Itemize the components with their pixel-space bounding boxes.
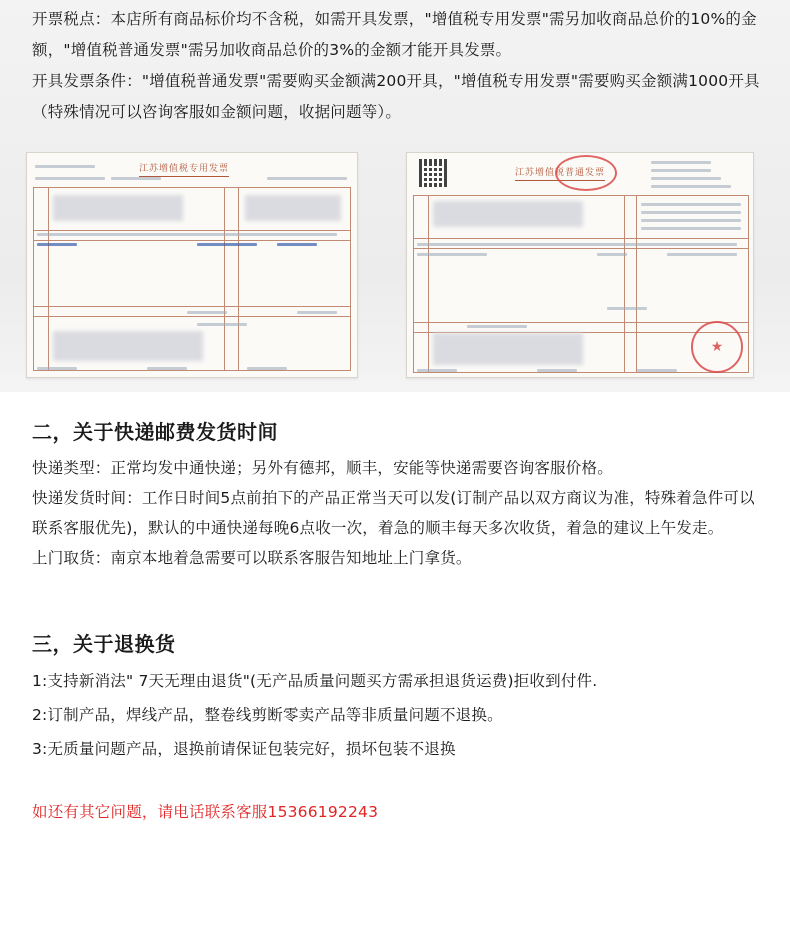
issuer-line xyxy=(247,367,287,370)
total-line xyxy=(187,311,227,314)
password-row-3 xyxy=(641,219,741,222)
password-row-1 xyxy=(641,203,741,206)
item-header-line xyxy=(417,243,737,246)
shipping-time-text: 快递发货时间：工作日时间5点前拍下的产品正常当天可以发(订制产品以双方商议为准，特殊着急件可以联系客服优先)，默认的中通快递每晚6点收一次，着急的顺丰每天多次收货，着急的建议上午发走。 xyxy=(32,489,755,537)
buyer-info-redacted xyxy=(433,201,583,227)
payee-line xyxy=(417,369,457,372)
item-amount-line xyxy=(667,253,737,256)
payee-line xyxy=(37,367,77,370)
password-row-2 xyxy=(641,211,741,214)
billing-conditions-text: 开具发票条件："增值税普通发票"需要购买金额满200开具，"增值税专用发票"需要购买金额满1000开具（特殊情况可以咨询客服如金额问题，收据问题等）。 xyxy=(32,72,760,121)
issuer-line xyxy=(637,369,677,372)
item-tax-line xyxy=(277,243,317,246)
returns-item-2: 2:订制产品，焊线产品，整卷线剪断零卖产品等非质量问题不退换。 xyxy=(32,706,503,724)
invoice-number-line xyxy=(111,177,161,180)
returns-item-1: 1:支持新消法" 7天无理由退货"(无产品质量问题买方需承担退货运费)拒收到付件. xyxy=(32,672,598,690)
returns-section xyxy=(32,630,762,766)
invoice-header-line xyxy=(35,165,95,168)
item-header-line xyxy=(37,233,337,236)
shipping-pickup-text: 上门取货：南京本地着急需要可以联系客服告知地址上门拿货。 xyxy=(32,549,472,567)
invoice-date-line xyxy=(651,177,721,180)
returns-item-3: 3:无质量问题产品，退换前请保证包装完好，损坏包装不退换 xyxy=(32,740,456,758)
seller-info-redacted xyxy=(53,331,203,361)
check-code-line xyxy=(651,185,731,188)
contact-service-text: 如还有其它问题，请电话联系客服15366192243 xyxy=(32,803,379,821)
shipping-section xyxy=(32,418,762,573)
item-qty-line xyxy=(597,253,627,256)
special-vat-invoice-image xyxy=(26,152,358,378)
tax-bureau-stamp-icon xyxy=(555,155,617,191)
reviewer-line xyxy=(147,367,187,370)
seller-info-redacted xyxy=(433,333,583,365)
total-amount-line xyxy=(297,311,337,314)
normal-invoice-title: 江苏增值税普通发票 xyxy=(515,165,605,178)
returns-heading: 三，关于退换货 xyxy=(32,632,176,656)
total-in-words-line xyxy=(467,325,527,328)
buyer-info-redacted xyxy=(53,195,183,221)
invoice-code-line xyxy=(651,161,711,164)
total-amount-line xyxy=(607,307,647,310)
shipping-heading: 二，关于快递邮费发货时间 xyxy=(32,420,278,444)
item-row-line xyxy=(37,243,77,246)
seller-seal-stamp-icon: ★ xyxy=(691,321,743,373)
normal-vat-invoice-image xyxy=(406,152,754,378)
billing-section xyxy=(32,4,762,128)
item-amount-line xyxy=(197,243,257,246)
password-row-4 xyxy=(641,227,741,230)
special-invoice-title: 江苏增值税专用发票 xyxy=(139,161,229,174)
total-in-words-line xyxy=(197,323,247,326)
billing-tax-rate-text: 开票税点：本店所有商品标价均不含税，如需开具发票，"增值税专用发票"需另加收商品总价的10%的金额，"增值税普通发票"需另加收商品总价的3%的金额才能开具发票。 xyxy=(32,10,757,59)
shipping-type-text: 快递类型：正常均发中通快递；另外有德邦，顺丰，安能等快递需要咨询客服价格。 xyxy=(32,459,613,477)
qr-code-icon xyxy=(419,159,447,187)
item-name-line xyxy=(417,253,487,256)
password-area-redacted xyxy=(245,195,341,221)
invoice-number-line xyxy=(651,169,711,172)
invoice-code-line xyxy=(35,177,105,180)
invoice-date-line xyxy=(267,177,347,180)
reviewer-line xyxy=(537,369,577,372)
